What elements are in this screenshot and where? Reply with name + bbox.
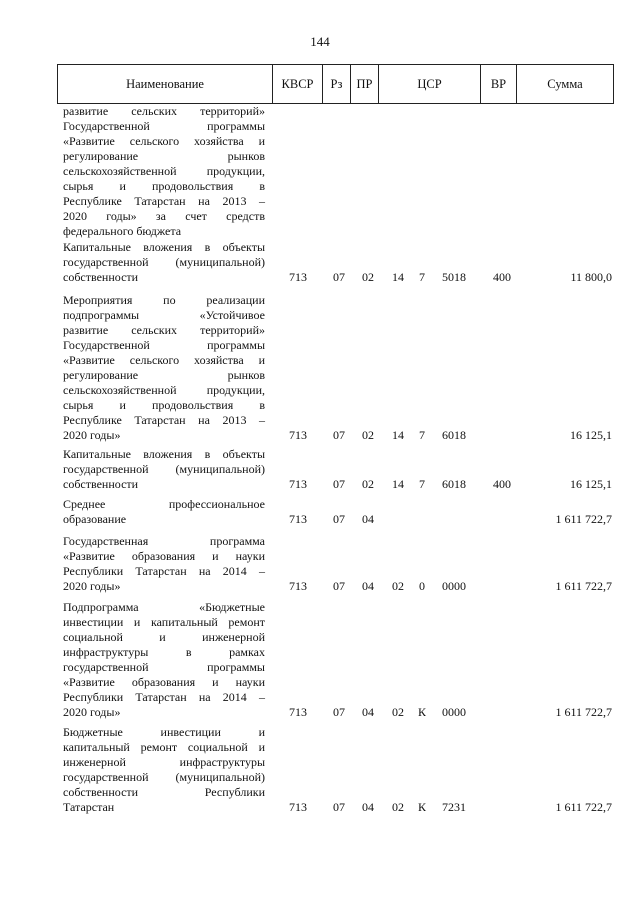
cell-csr2: 7 [419,270,425,284]
row-name-line: Республики Татарстан на 2014 – [63,564,265,578]
row-name-line: образование [63,512,127,526]
cell-rz: 07 [333,800,345,814]
column-header-vr: ВР [481,65,517,103]
cell-csr3: 7231 [442,800,466,814]
cell-sum: 1 611 722,7 [555,800,612,814]
page-number: 144 [310,34,330,49]
cell-sum: 16 125,1 [570,428,612,442]
cell-kvsr: 713 [289,800,307,814]
row-name-line: капитальный ремонт социальной и [63,740,265,754]
cell-vr: 400 [493,270,511,284]
cell-pr: 04 [362,705,374,719]
table-header [57,64,614,104]
cell-kvsr: 713 [289,705,307,719]
cell-sum: 1 611 722,7 [555,512,612,526]
row-name-line: инфраструктуры в рамках [63,645,265,659]
column-header-csr: ЦСР [379,65,481,103]
row-name-line: социальной и инженерной [63,630,265,644]
row-name-line: государственной (муниципальной) [63,462,265,476]
row-name-line: Татарстан [63,800,115,814]
row-name-line: государственной программы [63,660,265,674]
cell-kvsr: 713 [289,270,307,284]
cell-csr2: 7 [419,477,425,491]
row-name-line: развитие сельских территорий» [63,104,265,118]
row-name-line: федерального бюджета [63,224,182,238]
cell-rz: 07 [333,579,345,593]
cell-vr: 400 [493,477,511,491]
column-header-sum: Сумма [547,76,583,91]
row-name-line: государственной (муниципальной) [63,770,265,784]
row-name-line: Государственной программы [63,338,265,352]
cell-rz: 07 [333,512,345,526]
cell-csr2: К [417,800,426,814]
row-name-line: сырья и продовольствия в [63,398,265,412]
row-name-line: Бюджетные инвестиции и [63,725,265,739]
row-name-line: сельскохозяйственной продукции, [63,164,265,178]
cell-rz: 07 [333,270,345,284]
cell-pr: 04 [362,512,374,526]
cell-csr3: 5018 [442,270,466,284]
cell-sum: 1 611 722,7 [555,579,612,593]
cell-csr3: 6018 [442,428,466,442]
cell-sum: 11 800,0 [570,270,612,284]
row-name [63,725,265,815]
cell-csr1: 02 [392,705,404,719]
row-name [63,497,265,527]
row-name-line: сельскохозяйственной продукции, [63,383,265,397]
cell-csr1: 02 [392,800,404,814]
row-name [63,104,265,239]
row-name-line: 2020 годы» [63,428,121,442]
row-name-line: Капитальные вложения в объекты [63,240,265,254]
row-name-line: 2020 годы» за счет средств [63,209,265,223]
cell-csr3: 0000 [442,705,466,719]
column-header-rz: Рз [323,65,351,103]
row-name [63,447,265,492]
cell-sum: 1 611 722,7 [555,705,612,719]
column-header-name: Наименование [58,65,273,103]
cell-kvsr: 713 [289,512,307,526]
row-name-line: Мероприятия по реализации [63,293,265,307]
cell-rz: 07 [333,428,345,442]
cell-pr: 02 [362,428,374,442]
row-name-line: собственности Республики [63,785,265,799]
row-name-line: «Развитие сельского хозяйства и [63,134,265,148]
cell-sum: 16 125,1 [570,477,612,491]
row-name-line: сырья и продовольствия в [63,179,265,193]
row-name-line: 2020 годы» [63,579,121,593]
cell-rz: 07 [333,705,345,719]
row-name-line: Государственной программы [63,119,265,133]
row-name-line: регулирование рынков [63,368,265,382]
row-name [63,534,265,594]
cell-csr2: К [417,705,426,719]
row-name-line: регулирование рынков [63,149,265,163]
cell-csr1: 14 [392,477,404,491]
row-name-line: «Развитие образования и науки [63,549,265,563]
cell-pr: 02 [362,270,374,284]
row-name [63,600,265,720]
row-name-line: Республике Татарстан на 2013 – [63,194,265,208]
cell-kvsr: 713 [289,579,307,593]
cell-csr3: 6018 [442,477,466,491]
row-name-line: государственной (муниципальной) [63,255,265,269]
cell-kvsr: 713 [289,477,307,491]
cell-csr1: 14 [392,428,404,442]
row-name-line: собственности [63,477,139,491]
cell-pr: 04 [362,579,374,593]
cell-pr: 02 [362,477,374,491]
row-name-line: Капитальные вложения в объекты [63,447,265,461]
cell-csr3: 0000 [442,579,466,593]
row-name-line: развитие сельских территорий» [63,323,265,337]
column-header-kvsr: КВСР [273,65,323,103]
cell-kvsr: 713 [289,428,307,442]
row-name [63,240,265,285]
column-header-pr: ПР [351,65,379,103]
cell-csr1: 14 [392,270,404,284]
row-name-line: Государственная программа [63,534,265,548]
row-name-line: 2020 годы» [63,705,121,719]
row-name-line: Республики Татарстан на 2014 – [63,690,265,704]
row-name-line: подпрограммы «Устойчивое [63,308,265,322]
row-name-line: Среднее профессиональное [63,497,265,511]
cell-csr2: 0 [419,579,425,593]
row-name-line: «Развитие сельского хозяйства и [63,353,265,367]
row-name-line: инвестиции и капитальный ремонт [63,615,265,629]
row-name-line: инженерной инфраструктуры [63,755,265,769]
row-name-line: «Развитие образования и науки [63,675,265,689]
cell-rz: 07 [333,477,345,491]
cell-csr2: 7 [419,428,425,442]
row-name-line: Подпрограмма «Бюджетные [63,600,265,614]
row-name-line: Республике Татарстан на 2013 – [63,413,265,427]
row-name-line: собственности [63,270,139,284]
row-name [63,293,265,443]
cell-csr1: 02 [392,579,404,593]
cell-pr: 04 [362,800,374,814]
